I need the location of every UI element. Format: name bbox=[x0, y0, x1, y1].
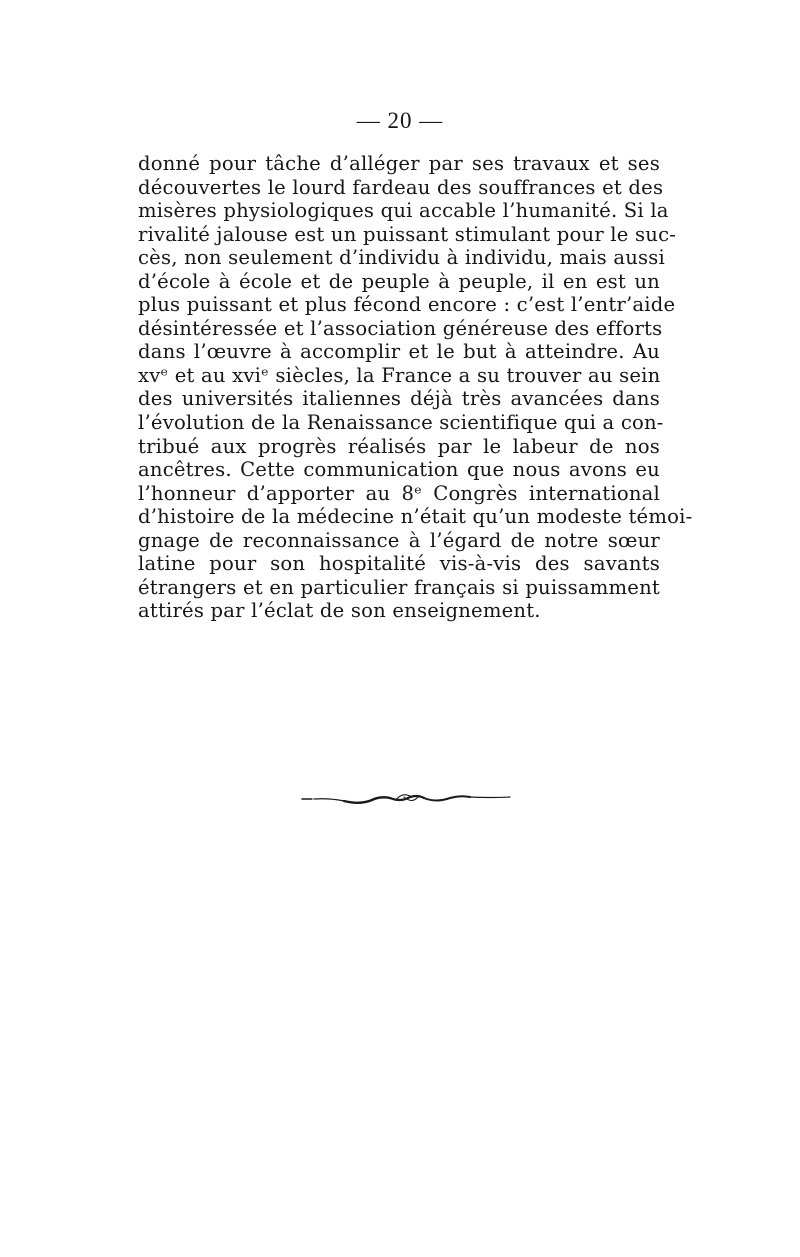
text-line: plus puissant et plus fécond encore : c’est l’entr’aide bbox=[138, 293, 676, 317]
text-line: donné pour tâche d’alléger par ses travaux et ses bbox=[138, 152, 660, 175]
text-line: xvᵉ et au xviᵉ siècles, la France a su trouver au sein bbox=[138, 363, 661, 387]
text-line: des universités italiennes déjà très avancées dans bbox=[138, 387, 660, 411]
page-number: — 20 — bbox=[356, 108, 444, 133]
text-line: rivalité jalouse est un puissant stimulant pour le suc- bbox=[138, 222, 677, 246]
text-line: d’école à école et de peuple à peuple, il en est un bbox=[138, 269, 660, 293]
text-line: l’évolution de la Renaissance scientifique qui a con- bbox=[138, 411, 664, 435]
text-line: étrangers et en particulier français si puissamment bbox=[138, 575, 660, 599]
text-line: tribué aux progrès réalisés par le labeur de nos bbox=[138, 434, 660, 458]
body-text bbox=[138, 152, 693, 623]
text-line: l’honneur d’apporter au 8ᵉ Congrès international bbox=[138, 481, 660, 505]
text-line: latine pour son hospitalité vis-à-vis des savants bbox=[138, 552, 660, 576]
text-line: cès, non seulement d’individu à individu, mais aussi bbox=[138, 246, 666, 270]
text-line: d’histoire de la médecine n’était qu’un modeste témoi- bbox=[138, 505, 693, 529]
text-line: désintéressée et l’association généreuse des efforts bbox=[138, 316, 663, 340]
text-line: misères physiologiques qui accable l’humanité. Si la bbox=[138, 199, 669, 223]
text-line: attirés par l’éclat de son enseignement. bbox=[138, 599, 541, 623]
text-line: dans l’œuvre à accomplir et le but à atteindre. Au bbox=[138, 340, 660, 364]
text-line: découvertes le lourd fardeau des souffrances et des bbox=[138, 175, 664, 199]
decorative-flourish-icon bbox=[300, 786, 512, 812]
text-line: ancêtres. Cette communication que nous avons eu bbox=[138, 458, 660, 482]
text-line: gnage de reconnaissance à l’égard de notre sœur bbox=[138, 528, 660, 552]
